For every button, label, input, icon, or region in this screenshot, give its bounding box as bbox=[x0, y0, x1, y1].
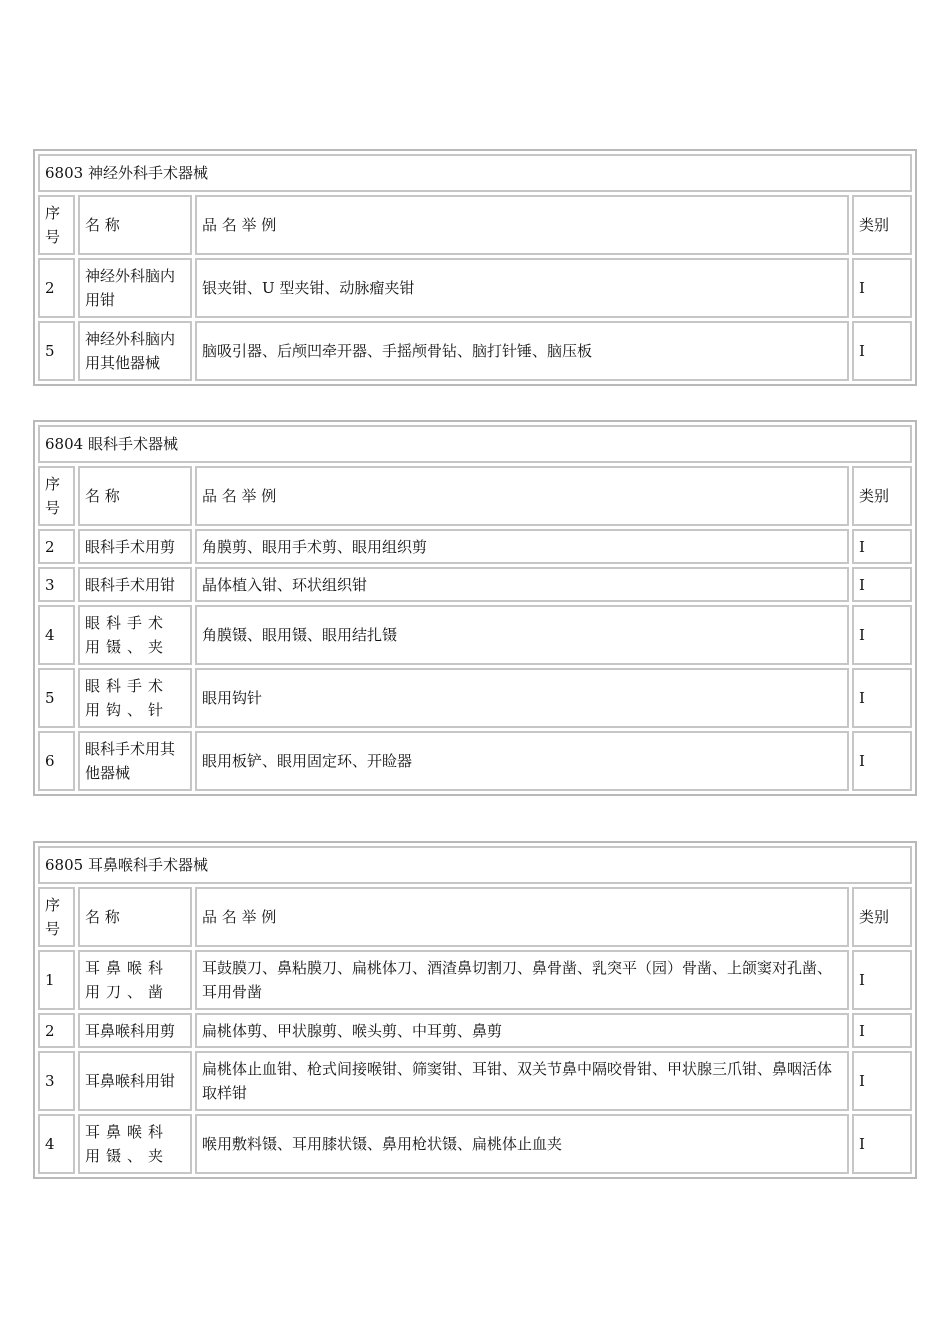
row-examples: 角膜剪、眼用手术剪、眼用组织剪 bbox=[195, 529, 849, 564]
row-examples: 喉用敷料镊、耳用膝状镊、鼻用枪状镊、扁桃体止血夹 bbox=[195, 1114, 849, 1174]
table-row bbox=[38, 605, 912, 665]
header-category: 类别 bbox=[852, 466, 912, 526]
row-examples: 银夹钳、U 型夹钳、动脉瘤夹钳 bbox=[195, 258, 849, 318]
row-category: I bbox=[852, 529, 912, 564]
row-category: I bbox=[852, 950, 912, 1010]
row-no: 1 bbox=[38, 950, 75, 1010]
table-row bbox=[38, 1013, 912, 1048]
header-no: 序号 bbox=[38, 887, 75, 947]
row-category: I bbox=[852, 1114, 912, 1174]
header-no: 序号 bbox=[38, 466, 75, 526]
row-category: I bbox=[852, 321, 912, 381]
section-title: 6804 眼科手术器械 bbox=[38, 425, 912, 463]
header-category: 类别 bbox=[852, 195, 912, 255]
row-examples: 眼用钩针 bbox=[195, 668, 849, 728]
row-examples: 眼用板铲、眼用固定环、开睑器 bbox=[195, 731, 849, 791]
row-name: 眼科手术用钩、针 bbox=[78, 668, 192, 728]
section-title: 6805 耳鼻喉科手术器械 bbox=[38, 846, 912, 884]
row-no: 2 bbox=[38, 529, 75, 564]
table-row bbox=[38, 1114, 912, 1174]
header-no: 序号 bbox=[38, 195, 75, 255]
header-name: 名 称 bbox=[78, 887, 192, 947]
table-row bbox=[38, 731, 912, 791]
row-category: I bbox=[852, 567, 912, 602]
row-name: 神经外科脑内用钳 bbox=[78, 258, 192, 318]
row-category: I bbox=[852, 1013, 912, 1048]
header-category: 类别 bbox=[852, 887, 912, 947]
header-name: 名 称 bbox=[78, 195, 192, 255]
row-examples: 角膜镊、眼用镊、眼用结扎镊 bbox=[195, 605, 849, 665]
section-table-6805 bbox=[33, 841, 917, 1179]
table-row bbox=[38, 1051, 912, 1111]
row-no: 2 bbox=[38, 1013, 75, 1048]
row-examples: 晶体植入钳、环状组织钳 bbox=[195, 567, 849, 602]
row-name: 耳鼻喉科用镊、夹 bbox=[78, 1114, 192, 1174]
table-row bbox=[38, 668, 912, 728]
row-no: 3 bbox=[38, 567, 75, 602]
row-name: 耳鼻喉科用剪 bbox=[78, 1013, 192, 1048]
row-name: 耳鼻喉科用刀、凿 bbox=[78, 950, 192, 1010]
row-name: 眼科手术用其他器械 bbox=[78, 731, 192, 791]
table-row bbox=[38, 321, 912, 381]
section-table-6803 bbox=[33, 149, 917, 386]
row-name: 耳鼻喉科用钳 bbox=[78, 1051, 192, 1111]
header-examples: 品 名 举 例 bbox=[195, 195, 849, 255]
header-name: 名 称 bbox=[78, 466, 192, 526]
row-name: 神经外科脑内用其他器械 bbox=[78, 321, 192, 381]
row-category: I bbox=[852, 668, 912, 728]
row-no: 6 bbox=[38, 731, 75, 791]
row-examples: 耳鼓膜刀、鼻粘膜刀、扁桃体刀、酒渣鼻切割刀、鼻骨凿、乳突平（园）骨凿、上颌窦对孔凿、耳用骨凿 bbox=[195, 950, 849, 1010]
row-no: 5 bbox=[38, 668, 75, 728]
table-row bbox=[38, 950, 912, 1010]
row-name: 眼科手术用钳 bbox=[78, 567, 192, 602]
row-name: 眼科手术用剪 bbox=[78, 529, 192, 564]
row-examples: 脑吸引器、后颅凹牵开器、手摇颅骨钻、脑打针锤、脑压板 bbox=[195, 321, 849, 381]
row-no: 2 bbox=[38, 258, 75, 318]
row-examples: 扁桃体止血钳、枪式间接喉钳、筛窦钳、耳钳、双关节鼻中隔咬骨钳、甲状腺三爪钳、鼻咽活体取样钳 bbox=[195, 1051, 849, 1111]
table-row bbox=[38, 258, 912, 318]
row-no: 3 bbox=[38, 1051, 75, 1111]
row-no: 4 bbox=[38, 1114, 75, 1174]
table-row bbox=[38, 567, 912, 602]
row-category: I bbox=[852, 605, 912, 665]
row-category: I bbox=[852, 731, 912, 791]
row-category: I bbox=[852, 1051, 912, 1111]
row-no: 4 bbox=[38, 605, 75, 665]
row-category: I bbox=[852, 258, 912, 318]
row-no: 5 bbox=[38, 321, 75, 381]
row-examples: 扁桃体剪、甲状腺剪、喉头剪、中耳剪、鼻剪 bbox=[195, 1013, 849, 1048]
header-examples: 品 名 举 例 bbox=[195, 466, 849, 526]
row-name: 眼科手术用镊、夹 bbox=[78, 605, 192, 665]
header-examples: 品 名 举 例 bbox=[195, 887, 849, 947]
section-table-6804 bbox=[33, 420, 917, 796]
section-title: 6803 神经外科手术器械 bbox=[38, 154, 912, 192]
table-row bbox=[38, 529, 912, 564]
